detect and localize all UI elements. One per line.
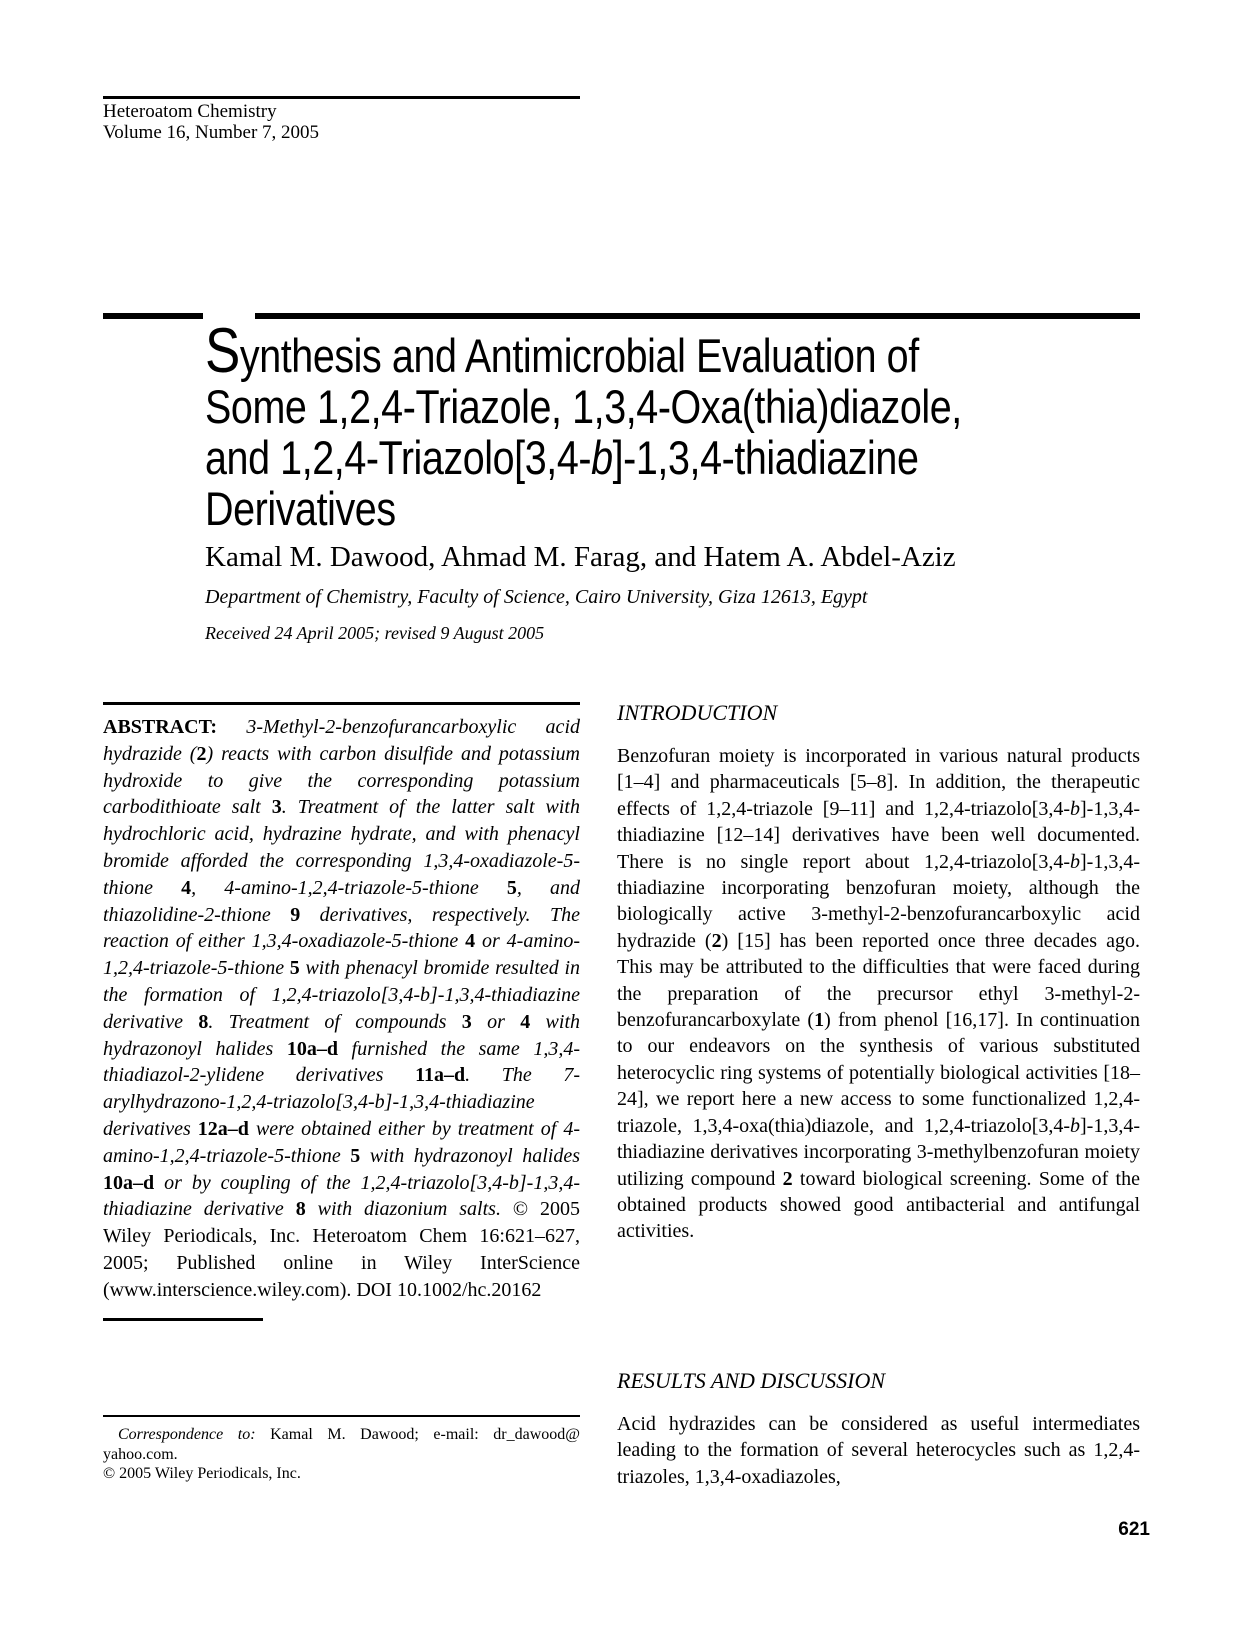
- page-number: 621: [1118, 1519, 1150, 1540]
- received-dates: Received 24 April 2005; revised 9 August 2005: [205, 623, 545, 643]
- journal-issue: Volume 16, Number 7, 2005: [103, 122, 320, 143]
- title-dropcap: S: [205, 316, 240, 386]
- correspondence-note: Correspondence to: Kamal M. Dawood; e-mail: dr_dawood@: [118, 1426, 581, 1443]
- results-section: [617, 1368, 1140, 1490]
- abstract-top-rule: [103, 702, 580, 705]
- abstract-column: [103, 702, 580, 1321]
- title-line-1: ynthesis and Antimicrobial Evaluation of: [239, 329, 919, 382]
- results-heading: RESULTS AND DISCUSSION: [617, 1368, 886, 1393]
- authors: Kamal M. Dawood, Ahmad M. Farag, and Hatem A. Abdel-Aziz: [205, 541, 956, 573]
- introduction-heading: INTRODUCTION: [617, 700, 778, 725]
- results-paragraph: Acid hydrazides can be considered as useful intermediates leading to the formation of several heterocycles such as 1,2,4-triazoles, 1,3,4-oxadiazoles,: [617, 1413, 1140, 1488]
- title-line-2: Some 1,2,4-Triazole, 1,3,4-Oxa(thia)diazole,: [205, 380, 962, 433]
- title-line-3: and 1,2,4-Triazolo[3,4-b]-1,3,4-thiadiazine: [205, 431, 919, 484]
- abstract-end-rule: [103, 1318, 263, 1322]
- footnote: [103, 1415, 580, 1484]
- title-rule-left: [103, 313, 203, 319]
- footnote-rule: [103, 1415, 580, 1417]
- header-rule: [103, 96, 580, 99]
- affiliation: Department of Chemistry, Faculty of Science, Cairo University, Giza 12613, Egypt: [205, 586, 868, 608]
- article-title: [205, 316, 962, 535]
- introduction-section: [617, 700, 1140, 1245]
- title-rule-right: [255, 313, 1140, 319]
- abstract-text: ABSTRACT: 3-Methyl-2-benzofurancarboxylic acid hydrazide (2) reacts with carbon disulfide and potassium hydroxide to give the corresponding potassium carbodithioate salt 3. Treatment of the latter salt with hydrochloric acid, hydrazine hydrate, and with phenacyl bromide afforded the corresponding 1,3,4-oxadiazole-5-thione 4, 4-amino-1,2,4-triazole-5-thione 5, and thiazolidine-2-thione 9 derivatives, respectively. The reaction of either 1,3,4-oxadiazole-5-thione 4 or 4-amino-1,2,4-triazole-5-thione 5 with phenacyl bromide resulted in the formation of 1,2,4-triazolo[3,4-b]-1,3,4-thiadiazine derivative 8. Treatment of compounds 3 or 4 with hydrazonoyl halides 10a–d furnished the same 1,3,4-thiadiazol-2-ylidene derivatives 11a–d. The 7-arylhydrazono-1,2,4-triazolo[3,4-b]-1,3,4-thiadiazine derivatives 12a–d were obtained either by treatment of 4-amino-1,2,4-triazole-5-thione 5 with hydrazonoyl halides 10a–d or by coupling of the 1,2,4-triazolo[3,4-b]-1,3,4-thiadiazine derivative 8 with diazonium salts. © 2005 Wiley Periodicals, Inc. Heteroatom Chem 16:621–627, 2005; Published online in Wiley InterScience (www.interscience.wiley.com). DOI 10.1002/hc.20162: [103, 716, 581, 1301]
- correspondence-email-continuation: yahoo.com.: [103, 1445, 178, 1463]
- title-line-4: Derivatives: [205, 482, 396, 535]
- journal-name: Heteroatom Chemistry: [103, 101, 277, 122]
- journal-header: [103, 101, 319, 143]
- introduction-paragraph: Benzofuran moiety is incorporated in various natural products [1–4] and pharmaceuticals [5–8]. In addition, the therapeutic effects of 1,2,4-triazole [9–11] and 1,2,4-triazolo[3,4-b]-1,3,4-thiadiazine [12–14] derivatives have been well documented. There is no single report about 1,2,4-triazolo[3,4-b]-1,3,4-thiadiazine incorporating benzofuran moiety, although the biologically active 3-methyl-2-benzofurancarboxylic acid hydrazide (2) [15] has been reported once three decades ago. This may be attributed to the difficulties that were faced during the preparation of the precursor ethyl 3-methyl-2-benzofurancarboxylate (1) from phenol [16,17]. In continuation to our endeavors on the synthesis of various substituted heterocyclic ring systems of potentially biological activities [18–24], we report here a new access to some functionalized 1,2,4-triazole, 1,3,4-oxa(thia)diazole, and 1,2,4-triazolo[3,4-b]-1,3,4-thiadiazine derivatives incorporating 3-methylbenzofuran moiety utilizing compound 2 toward biological screening. Some of the obtained products showed good antibacterial and antifungal activities.: [617, 745, 1140, 1243]
- copyright-note: © 2005 Wiley Periodicals, Inc.: [103, 1465, 301, 1483]
